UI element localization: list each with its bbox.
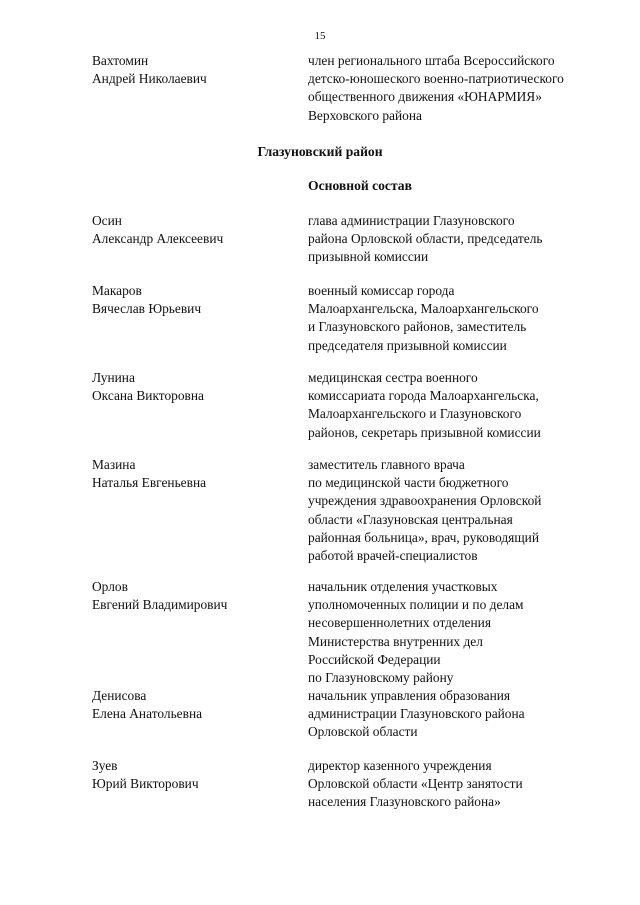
role-line: Малоархангельского и Глазуновского bbox=[308, 406, 522, 422]
role-line: уполномоченных полиции и по делам bbox=[308, 597, 524, 613]
surname: Макаров bbox=[92, 283, 142, 298]
role-line: Орловской области bbox=[308, 724, 418, 740]
role-line: Российской Федерации bbox=[308, 651, 441, 667]
given-names: Наталья Евгеньевна bbox=[92, 475, 207, 491]
person-name bbox=[92, 282, 292, 318]
person-role bbox=[308, 687, 628, 742]
surname: Осин bbox=[92, 213, 122, 228]
role-line: работой врачей-специалистов bbox=[308, 548, 478, 564]
person-role bbox=[308, 369, 628, 442]
person-name bbox=[92, 456, 292, 492]
person-name bbox=[92, 757, 292, 793]
surname: Зуев bbox=[92, 758, 118, 773]
person-role bbox=[308, 212, 628, 267]
given-names: Александр Алексеевич bbox=[92, 231, 224, 247]
role-line: военный комиссар города bbox=[308, 283, 455, 298]
role-line: глава администрации Глазуновского bbox=[308, 213, 515, 228]
surname: Вахтомин bbox=[92, 53, 149, 68]
person-name bbox=[92, 212, 292, 248]
given-names: Оксана Викторовна bbox=[92, 388, 204, 404]
role-line: детско-юношеского военно-патриотического bbox=[308, 71, 564, 87]
person-role bbox=[308, 578, 628, 687]
role-line: общественного движения «ЮНАРМИЯ» bbox=[308, 89, 542, 105]
person-name bbox=[92, 369, 292, 405]
role-line: учреждения здравоохранения Орловской bbox=[308, 493, 542, 509]
given-names: Юрий Викторович bbox=[92, 776, 199, 792]
role-line: член регионального штаба Всероссийского bbox=[308, 53, 555, 68]
district-heading: Глазуновский район bbox=[257, 144, 383, 159]
role-line: директор казенного учреждения bbox=[308, 758, 492, 773]
role-line: начальник отделения участковых bbox=[308, 579, 498, 594]
role-line: Малоархангельска, Малоархангельского bbox=[308, 301, 539, 317]
person-role bbox=[308, 282, 628, 355]
role-line: заместитель главного врача bbox=[308, 457, 465, 472]
role-line: Орловской области «Центр занятости bbox=[308, 776, 523, 792]
role-line: районов, секретарь призывной комиссии bbox=[308, 424, 541, 440]
role-line: по Глазуновскому району bbox=[308, 670, 454, 686]
person-role bbox=[308, 757, 628, 812]
given-names: Андрей Николаевич bbox=[92, 71, 207, 87]
person-name bbox=[92, 52, 292, 88]
role-line: по медицинской части бюджетного bbox=[308, 475, 509, 491]
surname: Денисова bbox=[92, 688, 147, 703]
person-name bbox=[92, 578, 292, 614]
surname: Орлов bbox=[92, 579, 128, 594]
composition-heading: Основной состав bbox=[308, 178, 412, 193]
page-number: 15 bbox=[314, 30, 326, 42]
role-line: населения Глазуновского района» bbox=[308, 794, 501, 810]
role-line: комиссариата города Малоархангельска, bbox=[308, 388, 539, 404]
role-line: Министерства внутренних дел bbox=[308, 633, 483, 649]
role-line: администрации Глазуновского района bbox=[308, 706, 525, 722]
role-line: района Орловской области, председатель bbox=[308, 231, 543, 247]
given-names: Евгений Владимирович bbox=[92, 597, 228, 613]
role-line: и Глазуновского районов, заместитель bbox=[308, 319, 527, 335]
role-line: председателя призывной комиссии bbox=[308, 337, 507, 353]
person-name bbox=[92, 687, 292, 723]
role-line: призывной комиссии bbox=[308, 249, 429, 265]
surname: Лунина bbox=[92, 370, 135, 385]
role-line: начальник управления образования bbox=[308, 688, 511, 703]
person-role bbox=[308, 456, 628, 565]
given-names: Вячеслав Юрьевич bbox=[92, 301, 202, 317]
role-line: области «Глазуновская центральная bbox=[308, 511, 513, 527]
role-line: медицинская сестра военного bbox=[308, 370, 478, 385]
given-names: Елена Анатольевна bbox=[92, 706, 203, 722]
role-line: несовершеннолетних отделения bbox=[308, 615, 491, 631]
role-line: районная больница», врач, руководящий bbox=[308, 529, 539, 545]
role-line: Верховского района bbox=[308, 107, 422, 123]
surname: Мазина bbox=[92, 457, 136, 472]
person-role bbox=[308, 52, 628, 125]
